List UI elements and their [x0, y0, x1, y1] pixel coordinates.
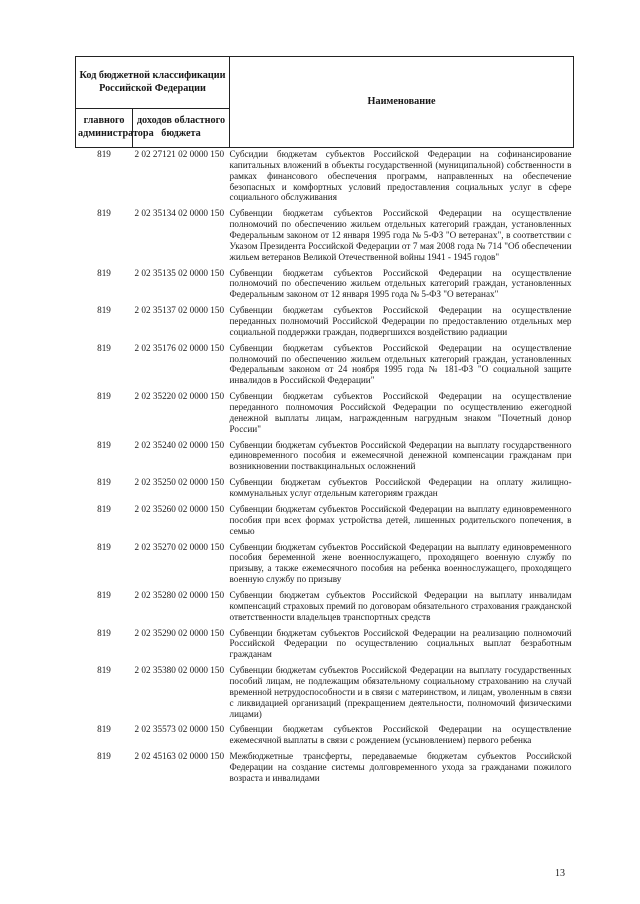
revenue-name: Субвенции бюджетам субъектов Российской Федерации на осуществление полномочий по обеспечению жильем отдельных категорий граждан, установленных Федеральным законом от 12 января 1995 года № 5-ФЗ "О ветеранах" [229, 267, 572, 300]
admin-code: 819 [97, 208, 111, 219]
revenue-code: 2 02 35135 02 0000 150 [134, 267, 225, 278]
admin-code: 819 [97, 627, 111, 638]
admin-code: 819 [97, 477, 111, 488]
table-row [76, 390, 574, 438]
table-row [76, 207, 574, 266]
admin-code: 819 [97, 305, 111, 316]
table-body [76, 148, 574, 788]
admin-code: 819 [97, 503, 111, 514]
revenue-name: Субвенции бюджетам субъектов Российской Федерации на выплату государственных пособий лицам, не подлежащим обязательному социальному страхованию на случай временной нетрудоспособности и в связи с материнством, и лицам, уволенным в связи с ликвидацией организаций (прекращением деятельности, полномочий физическими лицами) [229, 665, 572, 719]
admin-code: 819 [97, 342, 111, 353]
name-column-header: Наименование [230, 57, 574, 148]
revenue-code: 2 02 35260 02 0000 150 [134, 503, 225, 514]
revenue-name: Межбюджетные трансферты, передаваемые бюджетам субъектов Российской Федерации на создание системы долговременного ухода за гражданами пожилого возраста и инвалидами [229, 751, 572, 783]
table-row [76, 342, 574, 390]
code-group-header: Код бюджетной классификации Российской Федерации [76, 57, 230, 109]
revenue-code: 2 02 45163 02 0000 150 [134, 751, 225, 762]
admin-code: 819 [97, 439, 111, 450]
budget-classification-table [75, 56, 574, 788]
revenue-code: 2 02 35176 02 0000 150 [134, 342, 225, 353]
revenue-code: 2 02 35134 02 0000 150 [134, 208, 225, 219]
revenue-code: 2 02 35270 02 0000 150 [134, 541, 225, 552]
admin-column-header: главного администратора [76, 109, 133, 148]
admin-code: 819 [97, 149, 111, 159]
table-row [76, 589, 574, 627]
table-row [76, 664, 574, 723]
admin-code: 819 [97, 724, 111, 735]
revenue-code: 2 02 35280 02 0000 150 [134, 589, 225, 600]
revenue-name: Субвенции бюджетам субъектов Российской Федерации на выплату единовременного пособия беременной жене военнослужащего, проходящего военную службу по призыву, а также ежемесячного пособия на ребенка военнослужащего, проходящего военную службу по призыву [229, 541, 572, 585]
revenue-code: 2 02 35240 02 0000 150 [134, 439, 225, 450]
table-row [76, 476, 574, 503]
revenue-name: Субвенции бюджетам субъектов Российской Федерации на оплату жилищно-коммунальных услуг отдельным категориям граждан [229, 477, 572, 499]
table-row [76, 627, 574, 665]
page-number: 13 [555, 868, 565, 879]
revenue-name: Субсидии бюджетам субъектов Российской Федерации на софинансирование капитальных вложений в объекты государственной (муниципальной) собственности в рамках финансового обеспечения программ, направленных на обеспечение безопасных и комфортных условий предоставления социальных услуг в сфере социального обслуживания [229, 149, 572, 203]
revenue-name: Субвенции бюджетам субъектов Российской Федерации на осуществление полномочий по обеспечению жильем отдельных категорий граждан, установленных Федеральным законом от 24 ноября 1995 года № 181-ФЗ "О социальной защите инвалидов в Российской Федерации" [229, 342, 572, 386]
revenue-name: Субвенции бюджетам субъектов Российской Федерации на выплату государственного единовременного пособия и ежемесячной денежной компенсации гражданам при возникновении поствакцинальных осложнений [229, 439, 572, 472]
revenue-name: Субвенции бюджетам субъектов Российской Федерации на выплату единовременного пособия при всех формах устройства детей, лишенных родительского попечения, в семью [229, 503, 572, 536]
revenue-code: 2 02 35380 02 0000 150 [134, 665, 225, 676]
admin-code: 819 [97, 589, 111, 600]
table-row [76, 439, 574, 477]
table-row [76, 267, 574, 305]
revenue-name: Субвенции бюджетам субъектов Российской Федерации на осуществление ежемесячной выплаты в связи с рождением (усыновлением) первого ребенка [229, 724, 572, 746]
admin-code: 819 [97, 541, 111, 552]
table-row [76, 304, 574, 342]
revenue-code: 2 02 35573 02 0000 150 [134, 724, 225, 735]
table-row [76, 541, 574, 589]
revenue-code: 2 02 35137 02 0000 150 [134, 305, 225, 316]
admin-code: 819 [97, 267, 111, 278]
revenue-column-header: доходов областного бюджета [133, 109, 230, 148]
revenue-name: Субвенции бюджетам субъектов Российской Федерации на осуществление переданных полномочий Российской Федерации по предоставлению отдельных мер социальной поддержки граждан, подвергшихся воздействию радиации [229, 305, 572, 337]
revenue-name: Субвенции бюджетам субъектов Российской Федерации на выплату инвалидам компенсаций страховых премий по договорам обязательного страхования гражданской ответственности владельцев транспортных средств [229, 589, 572, 622]
admin-code: 819 [97, 391, 111, 402]
revenue-code: 2 02 35290 02 0000 150 [134, 627, 225, 638]
revenue-name: Субвенции бюджетам субъектов Российской Федерации на реализацию полномочий Российской Федерации по осуществлению социальных выплат безработным гражданам [229, 627, 572, 660]
admin-code: 819 [97, 751, 111, 762]
table-row [76, 750, 574, 788]
table-row [76, 723, 574, 750]
revenue-name: Субвенции бюджетам субъектов Российской Федерации на осуществление переданного полномочия Российской Федерации по осуществлению ежегодной денежной выплаты лицам, награжденным нагрудным знаком "Почетный донор России" [229, 391, 572, 434]
revenue-code: 2 02 35220 02 0000 150 [134, 391, 225, 402]
table-row [76, 148, 574, 208]
revenue-code: 2 02 35250 02 0000 150 [134, 477, 225, 488]
admin-code: 819 [97, 665, 111, 676]
revenue-code: 2 02 27121 02 0000 150 [134, 149, 225, 159]
revenue-name: Субвенции бюджетам субъектов Российской Федерации на осуществление полномочий по обеспечению жильем отдельных категорий граждан, установленных Федеральным законом от 12 января 1995 года № 5-ФЗ "О ветеранах", в соответствии с Указом Президента Российской Федерации от 7 мая 2008 года № 714 "Об обеспечении жильем ветеранов Великой Отечественной войны 1941 - 1945 годов" [229, 208, 572, 262]
table-row [76, 503, 574, 541]
